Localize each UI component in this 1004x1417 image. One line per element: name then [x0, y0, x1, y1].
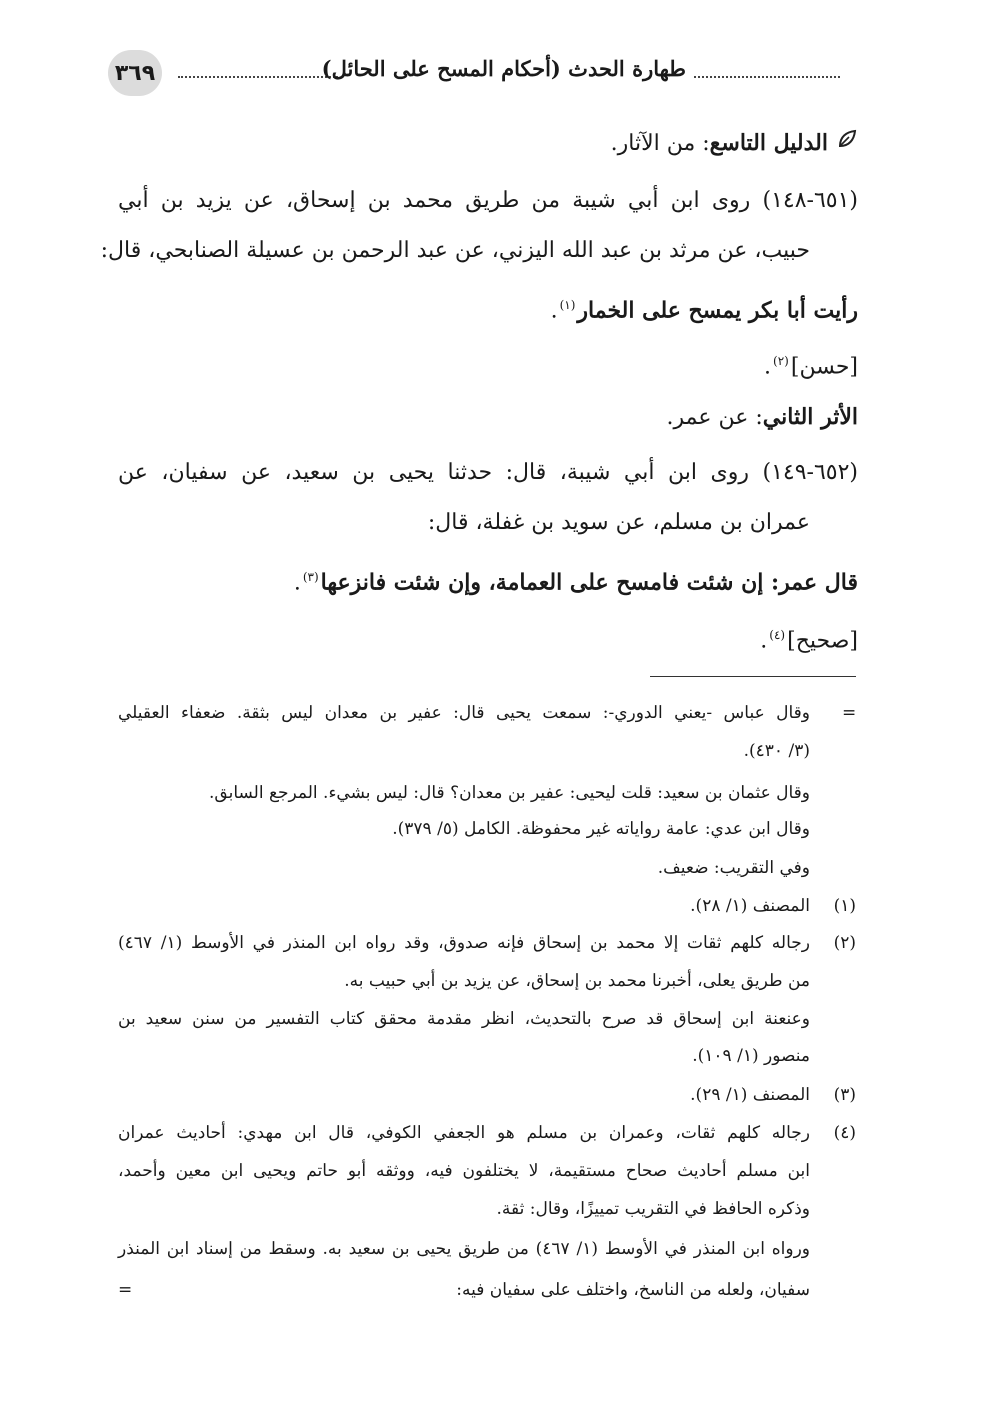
footnote-carry-line-2: (٣/ ٤٣٠).	[743, 741, 810, 761]
period: .	[764, 354, 772, 380]
footnote-4-line-5: سفيان، ولعله من الناسخ، واختلف على سفيان فيه:	[456, 1280, 810, 1300]
footnote-2-line-4: منصور (١/ ١٠٩).	[692, 1046, 810, 1066]
hadith-652-isnad-line-2: عمران بن مسلم، عن سويد بن غفلة، قال:	[427, 510, 810, 535]
evidence-subtitle: : من الآثار.	[610, 131, 710, 156]
hadith-652-grade	[760, 620, 858, 656]
footnote-carry-line-3: وقال عثمان بن سعيد: قلت ليحيى: عفير بن معدان؟ قال: ليس بشيء. المرجع السابق.	[209, 783, 810, 803]
footnote-ref-3: (٣)	[302, 570, 319, 584]
running-title: طهارة الحدث (أحكام المسح على الحائل)	[321, 56, 686, 81]
athar-heading	[667, 402, 858, 433]
hadith-651-isnad-line-1: (٦٥١-١٤٨) روى ابن أبي شيبة من طريق محمد بن إسحاق، عن يزيد بن أبي	[118, 188, 858, 213]
leaf-ornament-icon	[836, 128, 858, 159]
footnote-3-text: المصنف (١/ ٢٩).	[690, 1085, 810, 1105]
continuation-mark-top: =	[842, 703, 857, 723]
grade-sahih: [صحيح]	[787, 628, 858, 654]
header-dotted-rule-left	[178, 76, 338, 78]
page-number: ٣٦٩	[114, 60, 156, 86]
continuation-mark-bottom: =	[118, 1280, 133, 1300]
footnote-ref-2: (٢)	[773, 354, 789, 368]
footnote-ref-4: (٤)	[769, 628, 786, 642]
page-number-badge	[108, 50, 162, 96]
footnote-1-text: المصنف (١/ ٢٨).	[690, 896, 810, 916]
footnote-4-line-3: وذكره الحافظ في التقريب تمييزًا، وقال: ثقة.	[496, 1199, 810, 1219]
athar-label: الأثر الثاني	[762, 404, 858, 430]
footnote-1-number: (١)	[833, 896, 856, 916]
athar-subtitle: : عن عمر.	[666, 405, 763, 430]
period: .	[293, 570, 301, 596]
footnote-4-line-4: ورواه ابن المنذر في الأوسط (١/ ٤٦٧) من طريق يحيى بن سعيد به. وسقط من إسناد ابن المنذر	[118, 1239, 810, 1259]
footnote-carry-line-4: وقال ابن عدي: عامة رواياته غير محفوظة. الكامل (٥/ ٣٧٩).	[392, 819, 810, 839]
period: .	[550, 298, 558, 324]
evidence-label: الدليل التاسع	[709, 130, 828, 156]
evidence-heading	[611, 128, 858, 159]
hadith-651-grade	[764, 346, 858, 382]
footnote-separator	[650, 676, 856, 677]
hadith-652-matn	[294, 562, 858, 598]
hadith-651-isnad-line-2: حبيب، عن مرثد بن عبد الله اليزني، عن عبد الرحمن بن عسيلة الصنابحي، قال:	[100, 238, 810, 263]
footnote-2-number: (٢)	[833, 933, 856, 953]
hadith-651-text: رأيت أبا بكر يمسح على الخمار	[577, 297, 858, 324]
footnote-carry-line-1: وقال عباس -يعني الدوري-: سمعت يحيى قال: عفير بن معدان ليس بثقة. ضعفاء العقيلي	[118, 703, 810, 723]
hadith-652-isnad-line-1: (٦٥٢-١٤٩) روى ابن أبي شيبة، قال: حدثنا يحيى بن سعيد، عن سفيان، عن	[118, 460, 858, 485]
footnote-2-line-2: من طريق يعلى، أخبرنا محمد بن إسحاق، عن يزيد بن أبي حبيب به.	[344, 971, 810, 991]
footnote-3-number: (٣)	[833, 1085, 856, 1105]
footnote-4-line-2: ابن مسلم أحاديث صحاح مستقيمة، لا يختلفون فيه، ووثقه أبو حاتم ويحيى ابن معين وأحمد،	[118, 1161, 810, 1181]
grade-hasan: [حسن]	[790, 354, 858, 380]
hadith-652-text: قال عمر: إن شئت فامسح على العمامة، وإن شئت فانزعها	[320, 569, 858, 596]
footnote-carry-line-5: وفي التقريب: ضعيف.	[657, 858, 810, 878]
header-dotted-rule-right	[694, 76, 840, 78]
footnote-2-line-1: رجاله كلهم ثقات إلا محمد بن إسحاق فإنه صدوق، وقد رواه ابن المنذر في الأوسط (١/ ٤٦٧)	[118, 933, 810, 953]
hadith-651-matn	[551, 290, 858, 326]
footnote-4-line-1: رجاله كلهم ثقات، وعمران بن مسلم هو الجعفي الكوفي، قال ابن مهدي: أحاديث عمران	[118, 1123, 810, 1143]
footnote-ref-1: (١)	[559, 298, 576, 312]
period: .	[760, 628, 768, 654]
footnote-4-number: (٤)	[833, 1123, 856, 1143]
footnote-2-line-3: وعنعنة ابن إسحاق قد صرح بالتحديث، انظر مقدمة محقق كتاب التفسير من سنن سعيد بن	[118, 1009, 810, 1029]
